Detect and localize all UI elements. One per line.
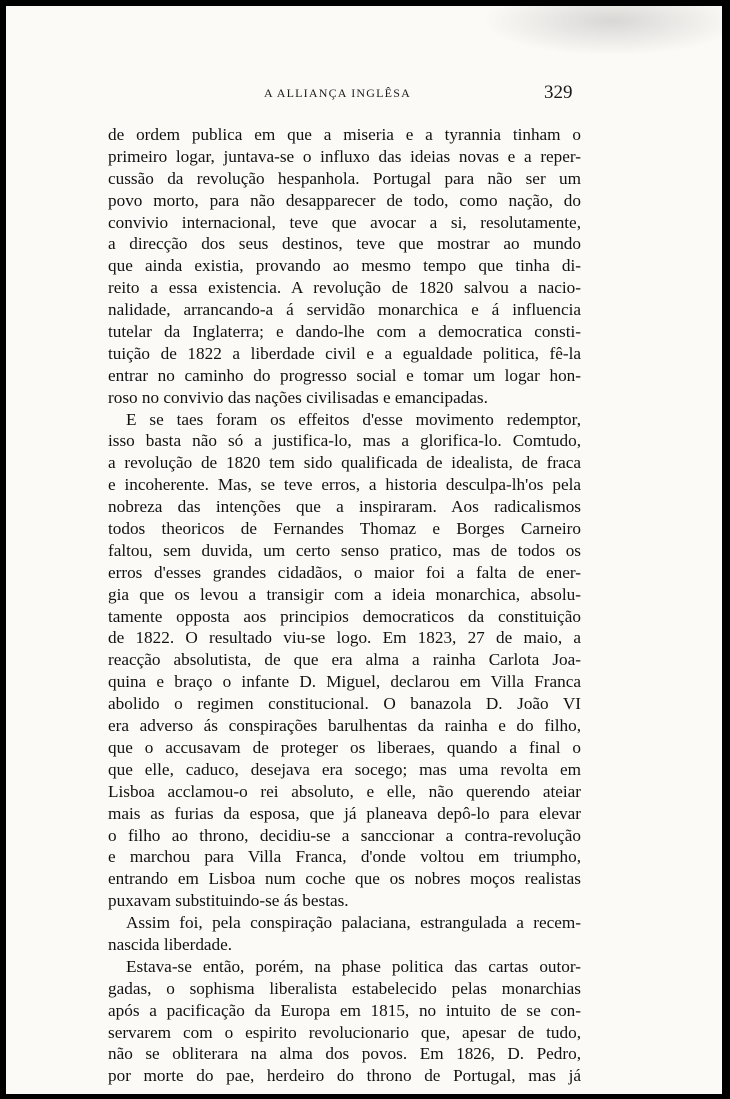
text-line: por morte do pae, herdeiro do throno de Portugal, mas já [108, 1066, 581, 1086]
text-line: e marchou para Villa Franca, d'onde voltou em triumpho, [108, 847, 581, 867]
text-line: a revolução de 1820 tem sido qualificada de idealista, de fraca [108, 453, 581, 473]
text-line: era adverso ás conspirações barulhentas da rainha e do filho, [108, 716, 581, 736]
text-line: E se taes foram os effeitos d'esse movimento redemptor, [126, 409, 581, 429]
text-line: reito a essa existencia. A revolução de 1820 salvou a nacio- [108, 278, 581, 298]
text-line: gadas, o sophisma liberalista estabelecido pelas monarchias [108, 978, 581, 998]
text-line: nobreza das intenções que a inspiraram. Aos radicalismos [108, 497, 581, 517]
text-line: roso no convivio das nações civilisadas e emancipadas. [108, 387, 488, 407]
text-line: faltou, sem duvida, um certo senso pratico, mas de todos os [108, 540, 581, 560]
text-line: que o accusavam de proteger os liberaes, quando a final o [108, 737, 581, 757]
text-line: entrar no caminho do progresso social e tomar um logar hon- [108, 365, 581, 385]
running-title: A ALLIANÇA INGLÊSA [264, 86, 411, 100]
text-line: tuição de 1822 a liberdade civil e a egualdade politica, fê-la [108, 343, 581, 363]
text-line: cussão da revolução hespanhola. Portugal para não ser um [108, 168, 581, 188]
text-line: de ordem publica em que a miseria e a tyrannia tinham o [108, 125, 581, 144]
text-line: reacção absolutista, de que era alma a rainha Carlota Joa- [108, 650, 581, 670]
text-line: erros d'esses grandes cidadãos, o maior foi a falta de ener- [108, 562, 581, 582]
text-line: nalidade, arrancando-a á servidão monarchica e á influencia [108, 300, 581, 320]
text-line: abolido o regimen constitucional. O banazola D. João VI [108, 694, 581, 714]
text-line: Assim foi, pela conspiração palaciana, estrangulada a recem- [126, 913, 581, 933]
text-line: e incoherente. Mas, se teve erros, a historia desculpa-lh'os pela [108, 475, 581, 495]
text-line: Lisboa acclamou-o rei absoluto, e elle, não querendo ateiar [108, 781, 581, 801]
text-line: que elle, caduco, desejava era socego; mas uma revolta em [108, 759, 581, 779]
text-line: servarem com o espirito revolucionario que, apesar de tudo, [108, 1022, 581, 1042]
text-line: entrando em Lisboa num coche que os nobres moços realistas [108, 869, 581, 889]
text-line: puxavam substituindo-se ás bestas. [108, 891, 349, 911]
text-line: mais as furias da esposa, que já planeava depô-lo para elevar [108, 803, 581, 823]
page-number: 329 [544, 82, 573, 103]
page-header [6, 82, 722, 106]
page-shadow [482, 6, 722, 56]
text-line: tamente opposta aos principios democraticos da constituição [108, 606, 581, 626]
text-line: povo morto, para não desapparecer de todo, como nação, do [108, 190, 581, 210]
text-line: todos theoricos de Fernandes Thomaz e Borges Carneiro [108, 519, 581, 539]
text-line: quina e braço o infante D. Miguel, declarou em Villa Franca [108, 672, 581, 692]
book-page [6, 6, 722, 1094]
text-line: tutelar da Inglaterra; e dando-lhe com a democratica consti- [108, 322, 581, 342]
text-line: convivio internacional, teve que avocar a si, resolutamente, [108, 212, 581, 232]
text-line: não se obliterara na alma dos povos. Em 1826, D. Pedro, [108, 1044, 581, 1064]
text-line: a direcção dos seus destinos, teve que mostrar ao mundo [108, 234, 581, 254]
text-line: isso basta não só a justifica-lo, mas a glorifica-lo. Comtudo, [108, 431, 581, 451]
text-line: o filho ao throno, decidiu-se a sanccionar a contra-revolução [108, 825, 581, 845]
text-line: nascida liberdade. [108, 934, 233, 954]
text-line: de 1822. O resultado viu-se logo. Em 1823, 27 de maio, a [108, 628, 581, 648]
text-line: após a pacificação da Europa em 1815, no intuito de se con- [108, 1000, 581, 1020]
text-line: primeiro logar, juntava-se o influxo das ideias novas e a reper- [108, 146, 581, 166]
text-line: que ainda existia, provando ao mesmo tempo que tinha di- [108, 256, 581, 276]
body-text [108, 124, 581, 1087]
text-line: Estava-se então, porém, na phase politica das cartas outor- [126, 956, 581, 976]
text-line: gia que os levou a transigir com a ideia monarchica, absolu- [108, 584, 581, 604]
